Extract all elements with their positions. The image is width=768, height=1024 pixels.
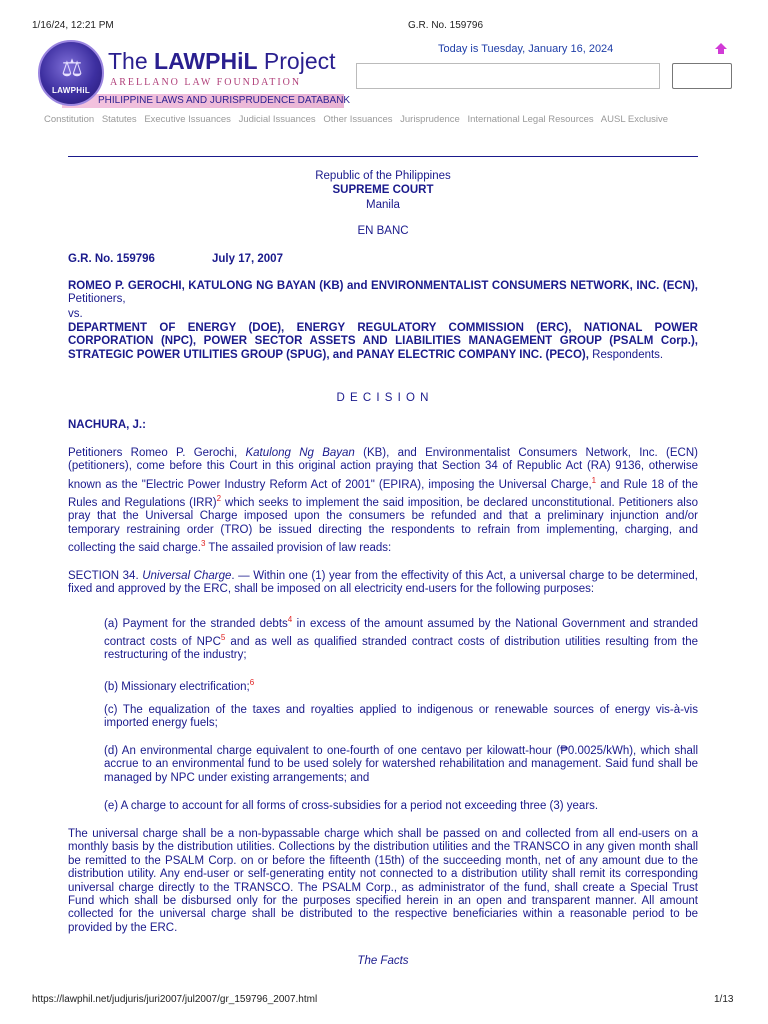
nav-other-issuances[interactable]: Other Issuances [323,114,393,125]
nav-executive-issuances[interactable]: Executive Issuances [144,114,231,125]
scales-icon: ⚖ [61,55,83,82]
footnote-link-3[interactable]: 3 [200,539,206,549]
footnote-link-5[interactable]: 5 [220,633,226,643]
paragraph-universal-charge: The universal charge shall be a non-bypassable charge which shall be passed on and collected from all end-users on a monthly basis by the distribution utilities. Collections by the distribution utilities and the TRANSCO in any given month shall be remitted to the PSALM Corp. on or before the fifteenth (15th) of the succeeding month, net of any amount due to the distribution utility. Any end-user or self-generating entity not connected to a distribution utility shall remit its corresponding universal charge directly to the TRANSCO. The PSALM Corp., as administrator of the fund, shall create a Special Trust Fund which shall be disbursed only for the purposes specified herein in an open and transparent manner. All amount collected for the universal charge shall be distributed to the respective beneficiaries within a reasonable period to be provided by the ERC. [68,828,698,934]
search-input[interactable] [356,63,660,89]
home-icon[interactable] [714,42,728,56]
main-nav [44,114,673,125]
court-city: Manila [366,199,400,211]
footnote-link-2[interactable]: 2 [216,494,222,504]
decision-date: July 17, 2007 [212,253,283,265]
facts-heading: The Facts [357,955,409,967]
site-title[interactable]: The LAWPHiL Project [108,48,336,74]
print-datetime: 1/16/24, 12:21 PM [32,20,114,31]
item-c: (c) The equalization of the taxes and royalties applied to indigenous or renewable sources of energy vis-à-vis imported energy fuels; [104,704,698,730]
nav-jurisprudence[interactable]: Jurisprudence [400,114,460,125]
gr-number: G.R. No. 159796 [68,253,155,265]
tagline-bar [62,94,351,108]
respondents: DEPARTMENT OF ENERGY (DOE), ENERGY REGULATORY COMMISSION (ERC), NATIONAL POWER CORPORATION (NPC), POWER SECTOR ASSETS AND LIABILITIES MANAGEMENT GROUP (PSALM Corp.), STRATEGIC POWER UTILITIES GROUP (SPUG), and PANAY ELECTRIC COMPANY INC. (PECO), Respondents. [68,322,698,361]
item-d: (d) An environmental charge equivalent to one-fourth of one centavo per kilowatt-hour (₱0.0025/kWh), which shall accrue to an environmental fund to be used solely for watershed rehabilitation and management. Said fund shall be managed by NPC under existing arrangements; and [104,745,698,784]
print-doc-title: G.R. No. 159796 [408,20,484,31]
ponente: NACHURA, J.: [68,419,146,431]
nav-ausl-exclusive[interactable]: AUSL Exclusive [600,114,669,125]
petitioners: ROMEO P. GEROCHI, KATULONG NG BAYAN (KB) and ENVIRONMENTALIST CONSUMERS NETWORK, INC. (ECN), Petitioners, [68,280,698,306]
item-e: (e) A charge to account for all forms of cross-subsidies for a period not exceeding three (3) years. [104,800,599,812]
nav-judicial-issuances[interactable]: Judicial Issuances [238,114,316,125]
footnote-link-4[interactable]: 4 [287,615,293,624]
search-button[interactable] [672,63,732,89]
court-name: SUPREME COURT [332,184,434,196]
section-34: SECTION 34. Universal Charge. — Within one (1) year from the effectivity of this Act, a universal charge to be determined, fixed and approved by the ERC, shall be imposed on all electricity end-users for the following purposes: [68,570,698,596]
nav-statutes[interactable]: Statutes [101,114,137,125]
item-b: (b) Missionary electrification;$^6$ [104,678,255,693]
decision-heading: D E C I S I O N [336,392,430,404]
nav-international-legal-resources[interactable]: International Legal Resources [467,114,594,125]
footnote-link-1[interactable]: 1 [591,475,597,485]
logo-label: LAWPHiL [51,86,91,95]
header-divider [68,156,698,157]
versus: vs. [68,308,83,320]
site-subtitle: ARELLANO LAW FOUNDATION [110,77,302,88]
site-tagline: PHILIPPINE LAWS AND JURISPRUDENCE DATABANK [98,95,351,106]
lawphil-logo[interactable] [38,40,104,106]
nav-constitution[interactable]: Constitution [44,114,95,125]
footnote-link-6[interactable]: 6 [249,678,255,687]
paragraph-intro: Petitioners Romeo P. Gerochi, Katulong Ng Bayan (KB), and Environmentalist Consumers Network, Inc. (ECN) (petitioners), come before this Court in this original action praying that Section 34 of Republic Act (RA) 9136, otherwise known as the "Electric Power Industry Reform Act of 2001" (EPIRA), imposing the Universal Charge,$^1$ and Rule 18 of the Rules and Regulations (IRR)$^2$ which seeks to implement the said imposition, be declared unconstitutional. Petitioners also pray that the Universal Charge imposed upon the consumers be refunded and that a preliminary injunction and/or temporary restraining order (TRO) be issued directing the respondents to refrain from implementing, charging, and collecting the said charge.$^3$ The assailed provision of law reads: [68,447,698,554]
today-date: Today is Tuesday, January 16, 2024 [438,43,614,55]
item-a: (a) Payment for the stranded debts$^4$ in excess of the amount assumed by the National Government and stranded contract costs of NPC$^5$ and as well as qualified stranded contract costs of distribution utilities resulting from the restructuring of the industry; [104,615,698,662]
republic-line: Republic of the Philippines [315,170,451,182]
print-page-number: 1/13 [714,994,734,1005]
print-url: https://lawphil.net/judjuris/juri2007/jul2007/gr_159796_2007.html [32,994,318,1005]
division: EN BANC [357,225,409,237]
